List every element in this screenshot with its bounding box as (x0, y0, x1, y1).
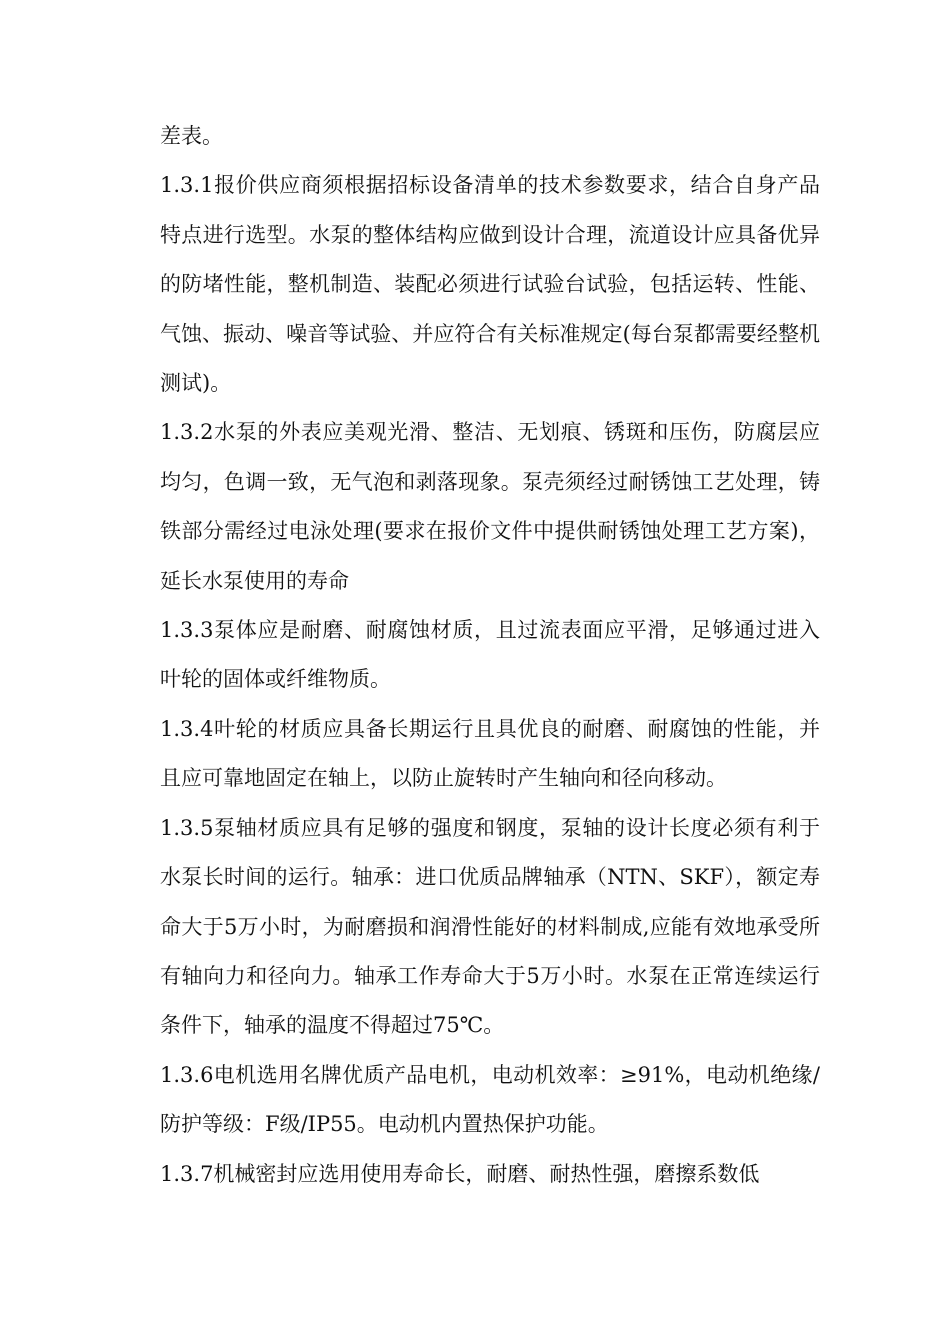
paragraph-1-3-1: 1.3.1报价供应商须根据招标设备清单的技术参数要求，结合自身产品特点进行选型。水泵的整体结构应做到设计合理，流道设计应具备优异的防堵性能，整机制造、装配必须进行试验台试验，包括运转、性能、气蚀、振动、噪音等试验、并应符合有关标准规定(每台泵都需要经整机测试)。 (160, 173, 820, 396)
document-page (160, 112, 820, 1199)
paragraph-1-3-2: 1.3.2水泵的外表应美观光滑、整洁、无划痕、锈斑和压伤，防腐层应均匀，色调一致，无气泡和剥落现象。泵壳须经过耐锈蚀工艺处理，铸铁部分需经过电泳处理(要求在报价文件中提供耐锈蚀处理工艺方案)，延长水泵使用的寿命 (160, 420, 820, 593)
paragraph-1-3-6: 1.3.6电机选用名牌优质产品电机，电动机效率：≥91%，电动机绝缘/防护等级：F级/IP55。电动机内置热保护功能。 (160, 1062, 820, 1137)
paragraph-1-3-4: 1.3.4叶轮的材质应具备长期运行且具优良的耐磨、耐腐蚀的性能，并且应可靠地固定在轴上，以防止旋转时产生轴向和径向移动。 (160, 716, 820, 791)
paragraph-continuation: 差表。 (160, 124, 223, 148)
paragraph-1-3-5: 1.3.5泵轴材质应具有足够的强度和钢度，泵轴的设计长度必须有利于水泵长时间的运行。轴承：进口优质品牌轴承（NTN、SKF），额定寿命大于5万小时，为耐磨损和润滑性能好的材料制成,应能有效地承受所有轴向力和径向力。轴承工作寿命大于5万小时。水泵在正常连续运行条件下，轴承的温度不得超过75℃。 (160, 815, 820, 1038)
paragraph-1-3-3: 1.3.3泵体应是耐磨、耐腐蚀材质，且过流表面应平滑，足够通过进入叶轮的固体或纤维物质。 (160, 618, 820, 692)
paragraph-1-3-7: 1.3.7机械密封应选用使用寿命长，耐磨、耐热性强，磨擦系数低 (160, 1161, 760, 1186)
